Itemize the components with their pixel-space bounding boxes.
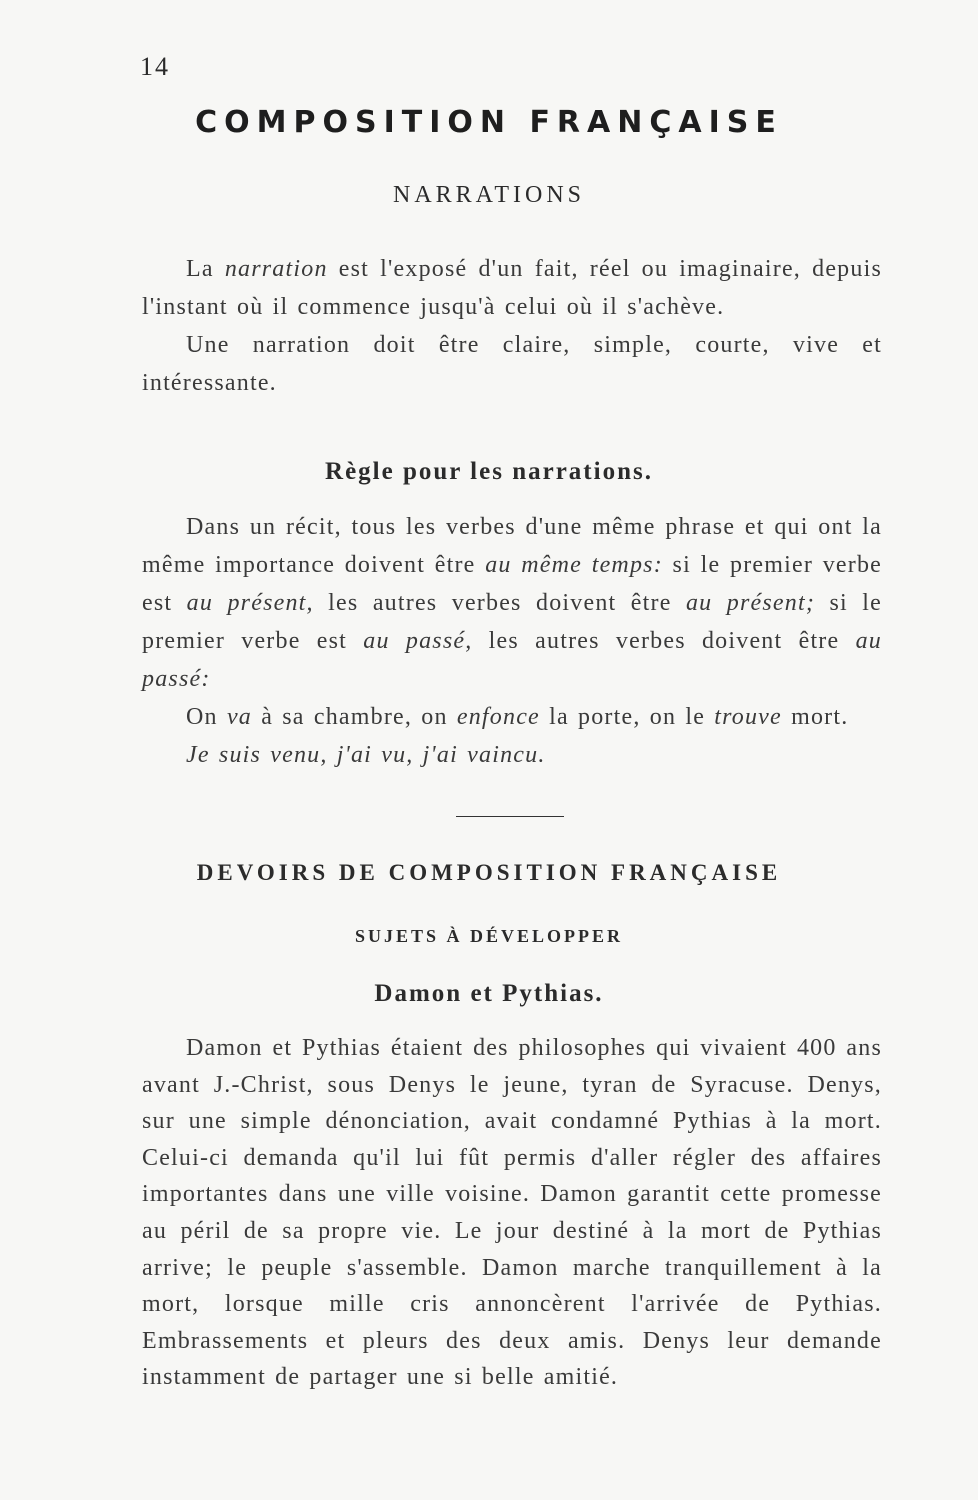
qualities-paragraph: Une narration doit être claire, simple, courte, vive et intéressante. [142,332,882,396]
text-run: mort. [781,704,849,730]
text-run: Dans un récit, tous les verbes d'une même phrase et qui ont la même importance doivent être [142,514,882,578]
rule-heading: Règle pour les narrations. [325,458,653,485]
example-paragraph-2: Je suis venu, j'ai vu, j'ai vaincu. [186,742,546,768]
page-number: 14 [140,52,170,81]
text-run: la porte, on le [539,704,715,730]
text-run: à sa chambre, on [252,704,457,730]
rule-paragraph [142,508,882,698]
story-block [142,1030,882,1396]
italic-term: au passé, [363,628,473,654]
text-run: On [186,704,227,730]
italic-term: trouve [714,704,782,730]
text-run: si le premier verbe est [142,552,882,616]
text-run: est l'exposé d'un fait, réel ou imaginaire, depuis l'instant où il commence jusqu'à celui où il s'achève. [142,256,882,320]
italic-term: au passé: [142,628,882,692]
rule-block [142,508,882,774]
italic-term: narration [224,256,328,282]
story-paragraph: Damon et Pythias étaient des philosophes qui vivaient 400 ans avant J.-Christ, sous Denys le jeune, tyran de Syracuse. Denys, sur une simple dénonciation, avait condamné Pythias à la mort. Celui-ci demanda qu'il lui fût permis d'aller régler des affaires importantes dans une ville voisine. Damon garantit cette promesse au péril de sa propre vie. Le jour destiné à la mort de Pythias arrive; le peuple s'assemble. Damon marche tranquillement à la mort, lorsque mille cris annoncèrent l'arrivée de Pythias. Embrassements et pleurs des deux amis. Denys leur demande instamment de partager une si belle amitié. [142,1035,882,1391]
text-run: si le premier verbe est [142,590,882,654]
text-run: les autres verbes doivent être [472,628,856,654]
italic-term: au présent; [685,590,816,616]
example-paragraph-1 [142,698,882,736]
narration-definition-block [142,250,882,402]
section-heading-devoirs: DEVOIRS DE COMPOSITION FRANÇAISE [196,860,782,885]
italic-term: va [226,704,252,730]
definition-paragraph [142,250,882,326]
italic-term: au présent, [186,590,314,616]
italic-term: enfonce [456,704,540,730]
text-run: les autres verbes doivent être [313,590,686,616]
section-divider [456,816,564,817]
section-heading-narrations: NARRATIONS [392,182,585,208]
subheading-sujets: SUJETS À DÉVELOPPER [354,926,624,946]
italic-term: au même temps: [485,552,663,578]
page-title: COMPOSITION FRANÇAISE [195,105,783,140]
story-title: Damon et Pythias. [374,980,604,1007]
text-run: La [186,256,225,282]
